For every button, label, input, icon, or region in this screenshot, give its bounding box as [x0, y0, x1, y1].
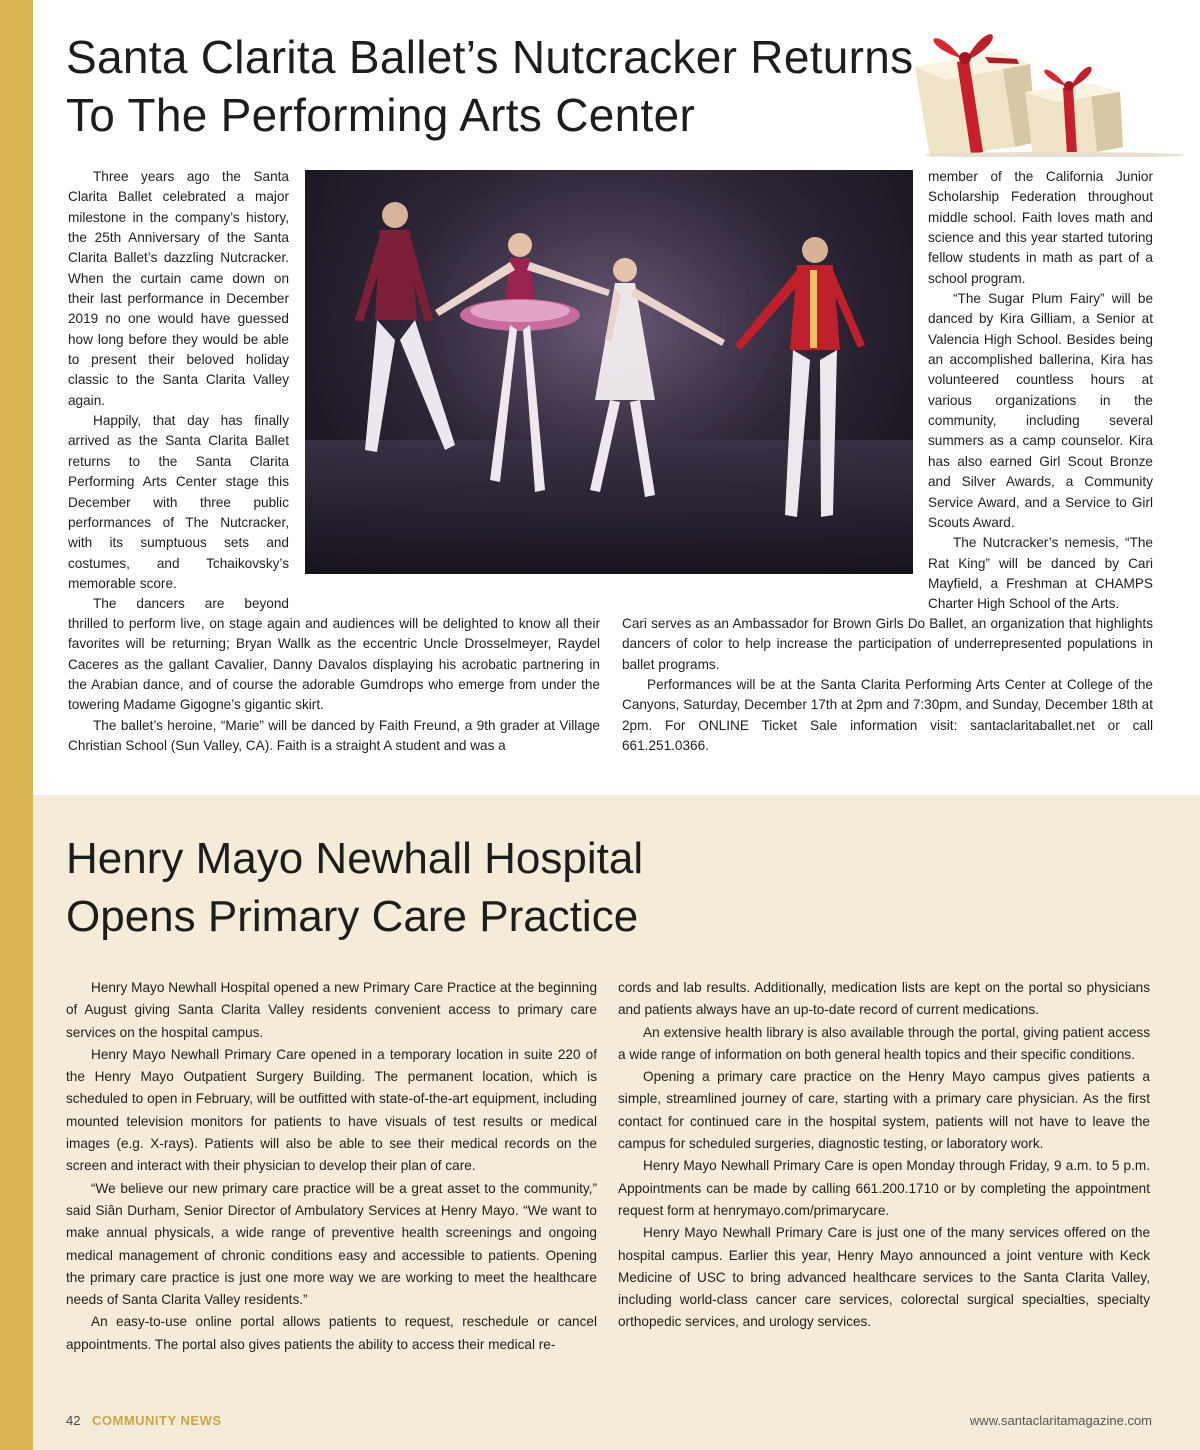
page-number: 42: [66, 1413, 81, 1428]
article1-paragraph: Performances will be at the Santa Clarita Performing Arts Center at College of the Canyons, Saturday, December 17th at 2pm and 7:30pm, and Sunday, December 18th at 2pm. For ONLINE Ticket Sale information visit: santaclaritaballet.net or call 661.251.0366.: [622, 677, 1153, 754]
gift-boxes-illustration: [905, 12, 1195, 157]
article2-paragraph: Henry Mayo Newhall Primary Care is just one of the many services offered on the hospital campus. Earlier this year, Henry Mayo announced a joint venture with Keck Medicine of USC to bring advanced healthcare services to the Santa Clarita Valley, including world-class cancer care services, colorectal surgical specialties, specialty orthopedic services, and urology services.: [618, 1225, 1150, 1330]
article1-paragraph: Three years ago the Santa Clarita Ballet celebrated a major milestone in the company’s history, the 25th Anniversary of the Santa Clarita Ballet’s dazzling Nutcracker. When the curtain came down on their last performance in December 2019 no one would have guessed how long before they would be able to present their beloved holiday classic to the Santa Clarita Valley again.: [68, 169, 289, 408]
gold-side-bar: [0, 0, 33, 1450]
article2-column-left: [66, 977, 597, 1356]
article2-title-line1: Henry Mayo Newhall Hospital: [66, 834, 644, 883]
article1-column-right: [928, 167, 1153, 615]
article1-wide-left: [68, 614, 600, 756]
article1-paragraph: member of the California Junior Scholarship Federation throughout middle school. Faith loves math and science and this year started tutoring fellow students in math as part of a school program.: [928, 169, 1153, 286]
article2-title-line2: Opens Primary Care Practice: [66, 892, 639, 941]
article2-paragraph: Opening a primary care practice on the Henry Mayo campus gives patients a simple, streamlined journey of care, starting with a primary care physician. As the first contact for continued care in the hospital system, patients will not have to leave the campus for scheduled surgeries, diagnostic testing, or laboratory work.: [618, 1069, 1150, 1152]
article2-title: [66, 830, 643, 946]
article1-paragraph: The dancers are beyond: [93, 596, 289, 612]
ballet-photo: [305, 170, 913, 574]
article1-paragraph: Happily, that day has finally arrived as the Santa Clarita Ballet returns to the Santa Clarita Performing Arts Center stage this December with three public performances of The Nutcracker, with its sumptuous sets and costumes, and Tchaikovsky’s memorable score.: [68, 413, 289, 591]
article1-paragraph: “The Sugar Plum Fairy” will be danced by Kira Gilliam, a Senior at Valencia High School. Besides being an accomplished ballerina, Kira has volunteered countless hours at various organizations in the community, including several summers as a camp counselor. Kira has also earned Girl Scout Bronze and Silver Awards, a Community Service Award, and a Service to Girl Scouts Award.: [928, 291, 1153, 530]
article2-column-right: [618, 977, 1150, 1334]
article1-paragraph: Cari serves as an Ambassador for Brown Girls Do Ballet, an organization that highlights dancers of color to help increase the participation of underrepresented populations in ballet programs.: [622, 616, 1153, 672]
article2-paragraph: An easy-to-use online portal allows patients to request, reschedule or cancel appointments. The portal also gives patients the ability to access their medical re-: [66, 1314, 597, 1352]
article1-title-line1: Santa Clarita Ballet’s Nutcracker Returns: [66, 31, 914, 83]
article1-wide-right: [622, 614, 1153, 756]
article2-paragraph: cords and lab results. Additionally, medication lists are kept on the portal so physicians and patients always have an up-to-date record of current medications.: [618, 980, 1150, 1018]
article1-column-left: [68, 167, 289, 615]
magazine-url[interactable]: www.santaclaritamagazine.com: [969, 1413, 1152, 1428]
article2-paragraph: Henry Mayo Newhall Primary Care opened in a temporary location in suite 220 of the Henry Mayo Outpatient Surgery Building. The permanent location, which is scheduled to open in February, will be outfitted with state-of-the-art equipment, including mounted television monitors for patients to have visuals of test results or medical images (e.g. X-rays). Patients will also be able to see their medical records on the screen and interact with their physician to develop their plan of care.: [66, 1046, 597, 1174]
article1-paragraph: The Nutcracker’s nemesis, “The Rat King” will be danced by Cari Mayfield, a Freshman at CHAMPS Charter High School of the Arts.: [928, 535, 1153, 612]
ballet-dancers-illustration: [305, 170, 913, 574]
article2-paragraph: An extensive health library is also available through the portal, giving patient access a wide range of information on both general health topics and their specific conditions.: [618, 1024, 1150, 1062]
article1-title: [66, 28, 913, 144]
article1-paragraph: The ballet’s heroine, “Marie” will be danced by Faith Freund, a 9th grader at Village Christian School (Sun Valley, CA). Faith is a straight A student and was a: [68, 717, 600, 754]
article1-title-line2: To The Performing Arts Center: [66, 89, 696, 141]
article2-paragraph: “We believe our new primary care practice will be a great asset to the community,” said Siân Durham, Senior Director of Ambulatory Services at Henry Mayo. “We want to make annual physicals, a wide range of preventive health screenings and ongoing medical management of chronic conditions easy and accessible to patients. Opening the primary care practice is just one more way we are working to meet the healthcare needs of Santa Clarita Valley residents.”: [66, 1180, 597, 1308]
article1-paragraph: thrilled to perform live, on stage again and audiences will be delighted to know all their favorites will be returning; Bryan Wallk as the eccentric Uncle Drosselmeyer, Raydel Caceres as the gallant Cavalier, Danny Davalos displaying his acrobatic partnering in the Arabian dance, and of course the adorable Gumdrops who emerge from under the towering Madame Gigogne’s gigantic skirt.: [68, 616, 600, 713]
article2-paragraph: Henry Mayo Newhall Hospital opened a new Primary Care Practice at the beginning of August giving Santa Clarita Valley residents convenient access to primary care services on the hospital campus.: [66, 980, 597, 1040]
article2-paragraph: Henry Mayo Newhall Primary Care is open Monday through Friday, 9 a.m. to 5 p.m. Appointments can be made by calling 661.200.1710 or by completing the appointment request form at henrymayo.com/primarycare.: [618, 1158, 1150, 1218]
section-label: COMMUNITY NEWS: [92, 1413, 222, 1428]
